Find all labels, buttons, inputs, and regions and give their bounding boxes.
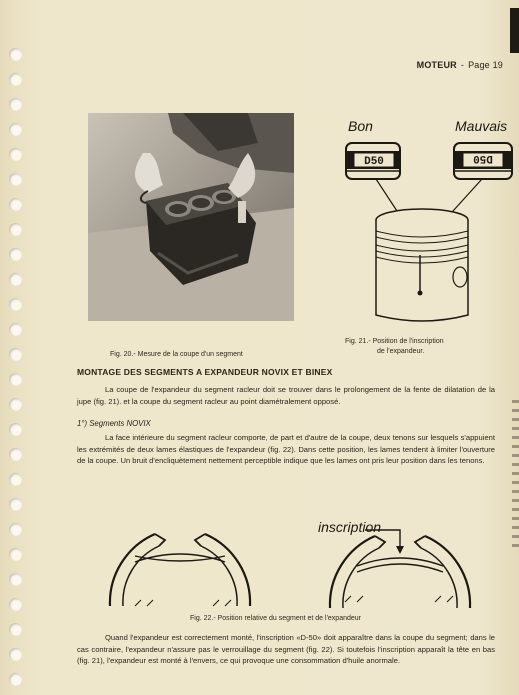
binder-hole <box>9 48 22 61</box>
fig21-piston <box>376 209 468 321</box>
header-page-number: Page 19 <box>468 60 503 70</box>
binder-hole <box>9 398 22 411</box>
edge-marks <box>512 400 519 550</box>
section-title: MONTAGE DES SEGMENTS A EXPANDEUR NOVIX ET BINEX <box>77 367 333 377</box>
binder-hole <box>9 448 22 461</box>
paragraph-2: La face intérieure du segment racleur comporte, de part et d'autre de la coupe, deux tenons sur lesquels s'appuient les extrémités de deux lames élastiques de l'expandeur (fig. 22). Dans cette position, les lames tendent à limiter l'ouverture de la coupe. Un bruit d'encliquètement nettement perceptible indique que les lames ont pris leur position dans les tenons. <box>77 433 495 466</box>
binder-hole <box>9 173 22 186</box>
fig22-label: inscription <box>318 519 382 535</box>
fig21-good-detail <box>346 143 400 179</box>
fig21-label-bad: Mauvais <box>455 118 508 134</box>
binder-hole <box>9 573 22 586</box>
fig21-caption <box>345 337 485 357</box>
binder-hole <box>9 548 22 561</box>
subsection-title: 1°) Segments NOVIX <box>77 419 151 428</box>
binder-hole <box>9 673 22 686</box>
binder-hole <box>9 298 22 311</box>
binder-hole <box>9 423 22 436</box>
page-header <box>417 60 503 70</box>
fig22-ring-diagram <box>95 516 500 616</box>
header-separator: - <box>460 60 465 70</box>
binder-hole <box>9 598 22 611</box>
binder-hole <box>9 123 22 136</box>
binder-hole <box>9 648 22 661</box>
binder-hole <box>9 623 22 636</box>
binder-hole <box>9 373 22 386</box>
binder-hole <box>9 223 22 236</box>
paragraph-1: La coupe de l'expandeur du segment racleur doit se trouver dans le prolongement de la fente de dilatation de la jupe (fig. 21). et la coupe du segment racleur au point diamétralement opposé. <box>77 385 495 406</box>
binder-hole <box>9 323 22 336</box>
binder-hole <box>9 73 22 86</box>
binder-hole <box>9 198 22 211</box>
binder-hole <box>9 273 22 286</box>
engine-block-photo <box>88 113 294 321</box>
paragraph-3: Quand l'expandeur est correctement monté, l'inscription «D-50» doit apparaître dans la coupe du segment; dans le cas contraire, l'expandeur n'assure pas le verrouillage du segment (fig. 22). Si toutefois l'inscription apparaît la tête en bas (fig. 21), l'expandeur est monté à l'envers, ce qui provoque une consommation d'huile anormale. <box>77 633 495 666</box>
fig21-caption-line1: Fig. 21.- Position de l'inscription <box>345 338 444 345</box>
binder-hole <box>9 98 22 111</box>
fig20-caption: Fig. 20.- Mesure de la coupe d'un segment <box>110 351 243 358</box>
binder-hole <box>9 348 22 361</box>
fig22-caption: Fig. 22.- Position relative du segment et de l'expandeur <box>190 615 361 622</box>
fig21-stamp-good: D50 <box>364 156 384 168</box>
fig21-label-good: Bon <box>348 118 373 134</box>
binder-hole <box>9 523 22 536</box>
fig21-piston-diagram <box>332 115 519 335</box>
header-section: MOTEUR <box>416 60 457 70</box>
fig22-ring-right <box>330 530 470 608</box>
fig21-caption-line2: de l'expandeur. <box>377 348 425 355</box>
binder-hole <box>9 248 22 261</box>
fig21-bad-detail <box>454 143 512 179</box>
fig20-photo <box>88 113 294 321</box>
binder-hole <box>9 148 22 161</box>
fig21-stamp-bad: D50 <box>473 152 493 164</box>
binder-hole <box>9 473 22 486</box>
binder-hole <box>9 498 22 511</box>
fig22-ring-left <box>110 534 250 606</box>
edge-tab <box>510 8 519 53</box>
